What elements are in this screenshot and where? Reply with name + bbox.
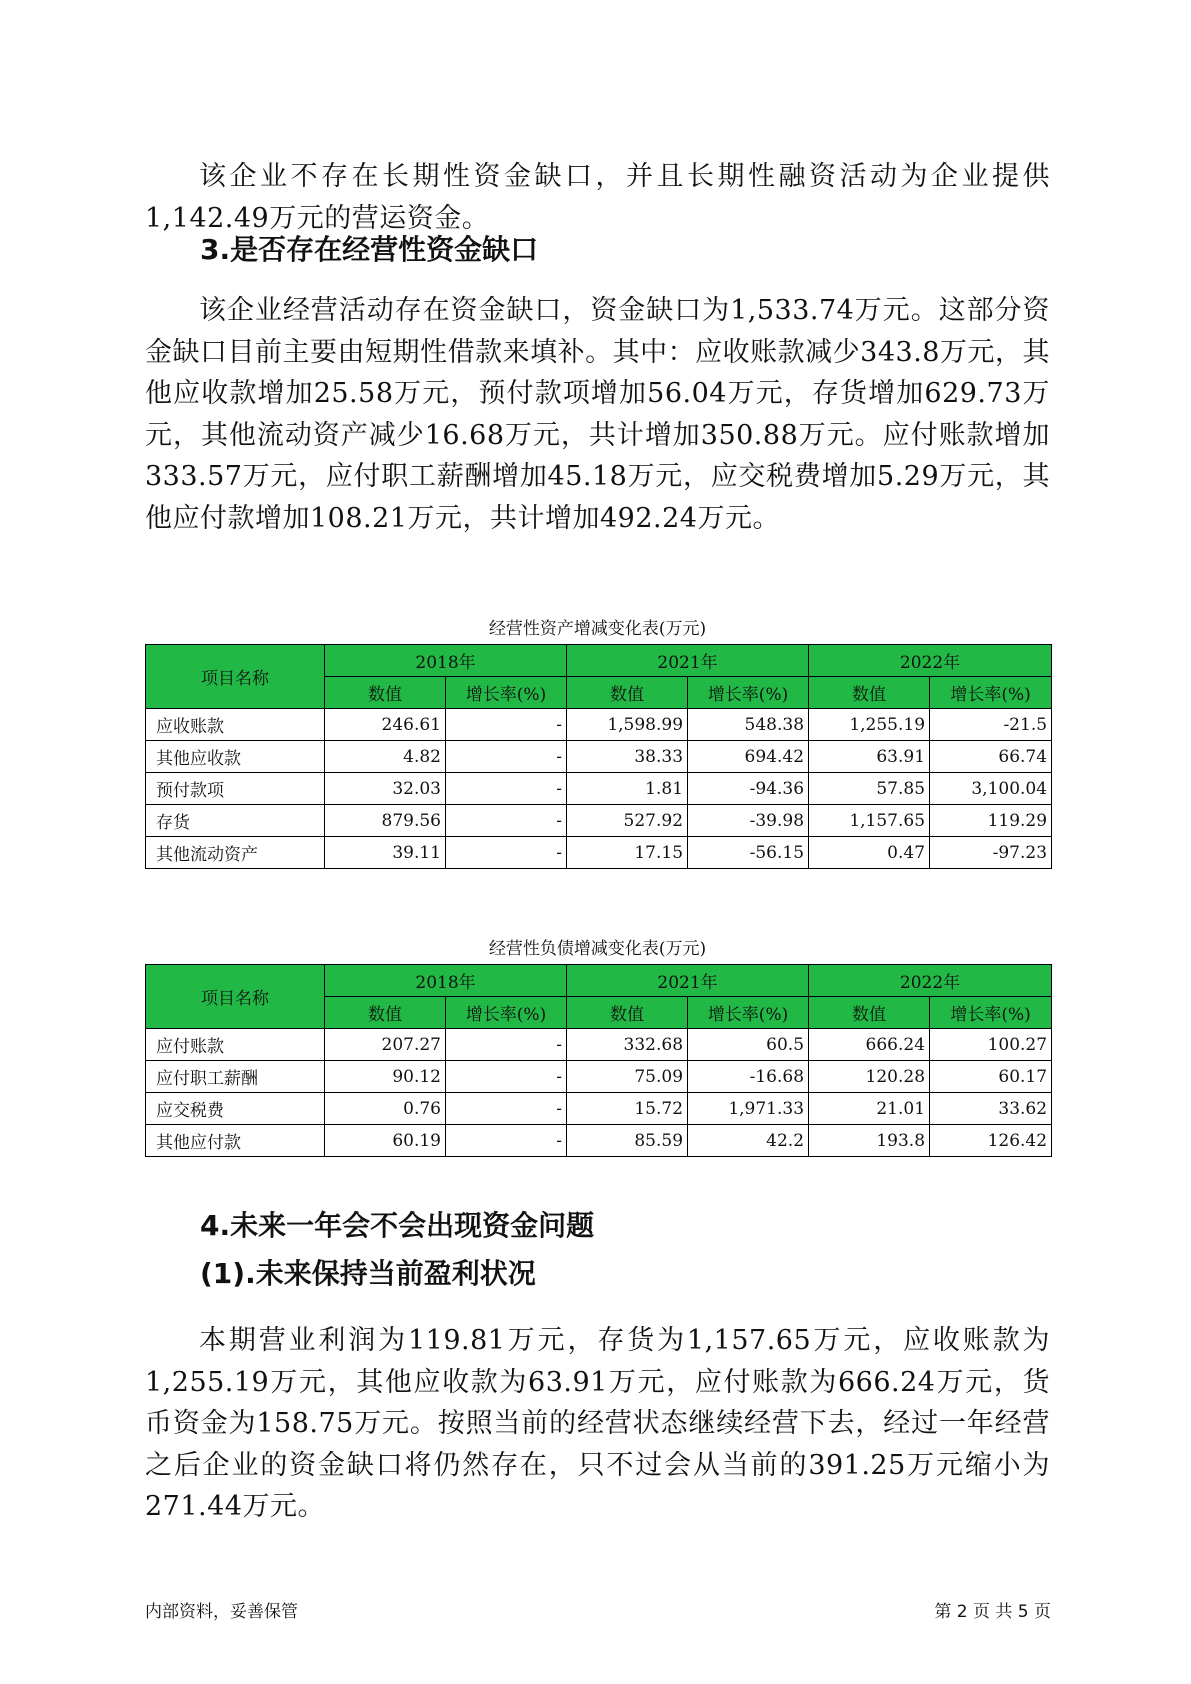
cell-growth-rate: - <box>446 1029 567 1061</box>
cell-value: 15.72 <box>567 1093 688 1125</box>
header-year: 2018年 <box>325 645 567 677</box>
table-row <box>146 837 1052 869</box>
operating-liabilities-table <box>145 964 1052 1157</box>
cell-growth-rate: - <box>446 741 567 773</box>
paragraph-long-term-funding: 该企业不存在长期性资金缺口，并且长期性融资活动为企业提供1,142.49万元的营运资金。 <box>145 161 1050 234</box>
row-item-name: 其他流动资产 <box>146 837 325 869</box>
cell-value: 120.28 <box>809 1061 930 1093</box>
header-growth-rate: 增长率(%) <box>688 677 809 709</box>
row-item-name: 应交税费 <box>146 1093 325 1125</box>
row-item-name: 其他应付款 <box>146 1125 325 1157</box>
cell-value: 57.85 <box>809 773 930 805</box>
header-growth-rate: 增长率(%) <box>930 997 1052 1029</box>
table-row <box>146 1125 1052 1157</box>
paragraph-operating-gap: 该企业经营活动存在资金缺口，资金缺口为1,533.74万元。这部分资金缺口目前主要由短期性借款来填补。其中：应收账款减少343.8万元，其他应收款增加25.58万元，预付款项增加56.04万元，存货增加629.73万元，其他流动资产减少16.68万元，共计增加350.88万元。应付账款增加333.57万元，应付职工薪酬增加45.18万元，应交税费增加5.29万元，其他应付款增加108.21万元，共计增加492.24万元。 <box>145 295 1050 534</box>
cell-value: 63.91 <box>809 741 930 773</box>
cell-value: 32.03 <box>325 773 446 805</box>
header-value: 数值 <box>809 677 930 709</box>
header-year: 2022年 <box>809 645 1052 677</box>
cell-value: 75.09 <box>567 1061 688 1093</box>
table-row <box>146 1093 1052 1125</box>
cell-value: 85.59 <box>567 1125 688 1157</box>
operating-assets-table <box>145 644 1052 869</box>
cell-growth-rate: - <box>446 1093 567 1125</box>
cell-value: 39.11 <box>325 837 446 869</box>
subsection-heading-current-profit: (1).未来保持当前盈利状况 <box>200 1257 536 1290</box>
cell-growth-rate: - <box>446 773 567 805</box>
cell-value: 17.15 <box>567 837 688 869</box>
cell-value: 246.61 <box>325 709 446 741</box>
section-heading-future-funding: 4.未来一年会不会出现资金问题 <box>200 1209 595 1242</box>
header-growth-rate: 增长率(%) <box>930 677 1052 709</box>
cell-value: 1,157.65 <box>809 805 930 837</box>
cell-value: 1,255.19 <box>809 709 930 741</box>
cell-growth-rate: 60.17 <box>930 1061 1052 1093</box>
footer-confidential-note: 内部资料，妥善保管 <box>145 1602 298 1622</box>
cell-value: 1.81 <box>567 773 688 805</box>
header-value: 数值 <box>809 997 930 1029</box>
cell-value: 666.24 <box>809 1029 930 1061</box>
table-body <box>146 709 1052 869</box>
cell-growth-rate: - <box>446 805 567 837</box>
cell-value: 4.82 <box>325 741 446 773</box>
cell-value: 193.8 <box>809 1125 930 1157</box>
cell-value: 0.47 <box>809 837 930 869</box>
header-value: 数值 <box>325 677 446 709</box>
table-row <box>146 741 1052 773</box>
cell-growth-rate: 126.42 <box>930 1125 1052 1157</box>
cell-growth-rate: 694.42 <box>688 741 809 773</box>
footer-page-number: 第 2 页 共 5 页 <box>934 1602 1051 1622</box>
cell-value: 60.19 <box>325 1125 446 1157</box>
header-growth-rate: 增长率(%) <box>688 997 809 1029</box>
cell-value: 0.76 <box>325 1093 446 1125</box>
cell-growth-rate: 3,100.04 <box>930 773 1052 805</box>
header-value: 数值 <box>567 677 688 709</box>
cell-value: 90.12 <box>325 1061 446 1093</box>
cell-growth-rate: 42.2 <box>688 1125 809 1157</box>
header-year: 2021年 <box>567 645 809 677</box>
table-row <box>146 1029 1052 1061</box>
cell-growth-rate: 100.27 <box>930 1029 1052 1061</box>
row-item-name: 存货 <box>146 805 325 837</box>
cell-growth-rate: 33.62 <box>930 1093 1052 1125</box>
row-item-name: 应付账款 <box>146 1029 325 1061</box>
table-body <box>146 1029 1052 1157</box>
cell-growth-rate: 60.5 <box>688 1029 809 1061</box>
cell-growth-rate: 119.29 <box>930 805 1052 837</box>
cell-value: 527.92 <box>567 805 688 837</box>
cell-growth-rate: - <box>446 837 567 869</box>
header-item-name: 项目名称 <box>146 645 325 709</box>
cell-growth-rate: -21.5 <box>930 709 1052 741</box>
table-caption-assets: 经营性资产增减变化表(万元) <box>488 619 707 639</box>
header-year: 2022年 <box>809 965 1052 997</box>
header-year: 2018年 <box>325 965 567 997</box>
cell-value: 21.01 <box>809 1093 930 1125</box>
header-value: 数值 <box>325 997 446 1029</box>
row-item-name: 应付职工薪酬 <box>146 1061 325 1093</box>
cell-growth-rate: - <box>446 1125 567 1157</box>
header-growth-rate: 增长率(%) <box>446 997 567 1029</box>
table-row <box>146 805 1052 837</box>
cell-growth-rate: 66.74 <box>930 741 1052 773</box>
cell-value: 1,598.99 <box>567 709 688 741</box>
cell-growth-rate: -56.15 <box>688 837 809 869</box>
table-row <box>146 709 1052 741</box>
cell-growth-rate: 1,971.33 <box>688 1093 809 1125</box>
header-value: 数值 <box>567 997 688 1029</box>
cell-value: 207.27 <box>325 1029 446 1061</box>
cell-growth-rate: -16.68 <box>688 1061 809 1093</box>
paragraph-profit-forecast: 本期营业利润为119.81万元，存货为1,157.65万元，应收账款为1,255.19万元，其他应收款为63.91万元，应付账款为666.24万元，货币资金为158.75万元。按照当前的经营状态继续经营下去，经过一年经营之后企业的资金缺口将仍然存在，只不过会从当前的391.25万元缩小为271.44万元。 <box>145 1325 1050 1522</box>
header-year: 2021年 <box>567 965 809 997</box>
row-item-name: 应收账款 <box>146 709 325 741</box>
header-item-name: 项目名称 <box>146 965 325 1029</box>
row-item-name: 其他应收款 <box>146 741 325 773</box>
table-row <box>146 1061 1052 1093</box>
cell-growth-rate: 548.38 <box>688 709 809 741</box>
cell-value: 332.68 <box>567 1029 688 1061</box>
table-caption-liabilities: 经营性负债增减变化表(万元) <box>488 939 707 959</box>
cell-value: 38.33 <box>567 741 688 773</box>
cell-growth-rate: - <box>446 709 567 741</box>
cell-growth-rate: -97.23 <box>930 837 1052 869</box>
row-item-name: 预付款项 <box>146 773 325 805</box>
cell-growth-rate: - <box>446 1061 567 1093</box>
section-heading-operating-gap: 3.是否存在经营性资金缺口 <box>200 233 539 266</box>
cell-value: 879.56 <box>325 805 446 837</box>
cell-growth-rate: -94.36 <box>688 773 809 805</box>
header-growth-rate: 增长率(%) <box>446 677 567 709</box>
table-row <box>146 773 1052 805</box>
cell-growth-rate: -39.98 <box>688 805 809 837</box>
